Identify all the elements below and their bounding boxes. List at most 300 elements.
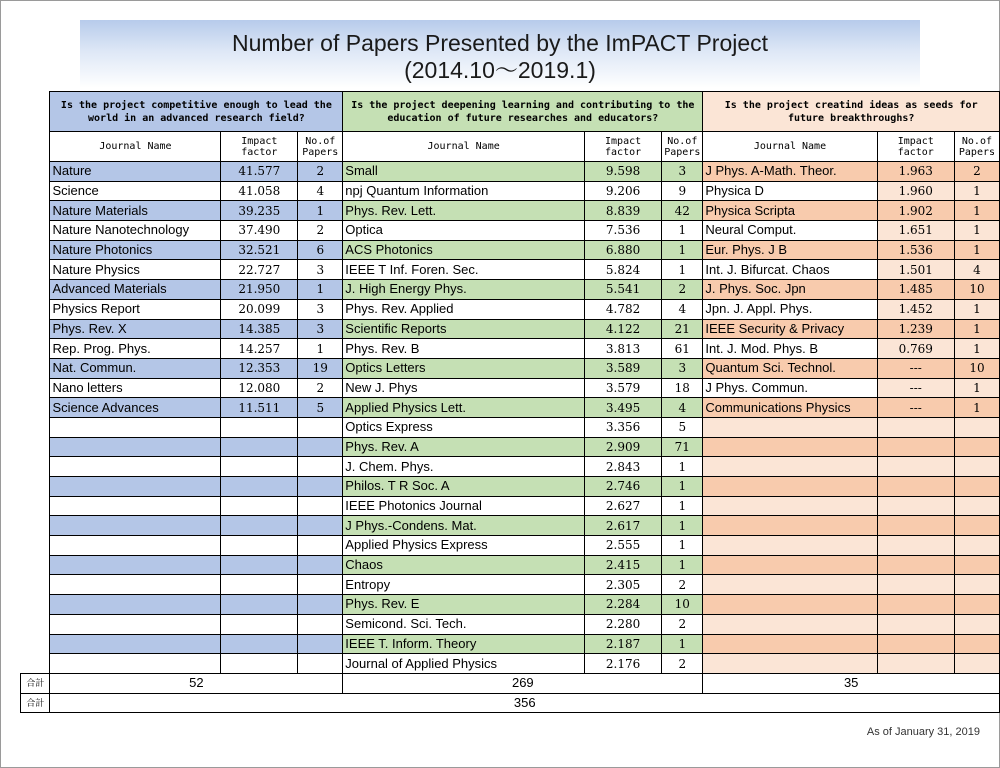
paper-count-cell [298, 634, 343, 654]
impact-factor-cell: 22.727 [221, 260, 298, 280]
impact-factor-cell: --- [877, 358, 954, 378]
header-no-of-papers: No.of Papers [662, 132, 703, 162]
impact-factor-cell: 2.415 [584, 555, 661, 575]
paper-count-cell: 2 [298, 221, 343, 241]
impact-factor-cell: 1.452 [877, 299, 954, 319]
journal-name-cell: Nano letters [50, 378, 221, 398]
journal-name-cell: Optics Express [343, 417, 585, 437]
journal-name-cell: Jpn. J. Appl. Phys. [703, 299, 877, 319]
impact-factor-cell: 4.122 [584, 319, 661, 339]
blank-margin [21, 339, 50, 359]
journal-name-cell: Semicond. Sci. Tech. [343, 614, 585, 634]
impact-factor-cell: 1.485 [877, 280, 954, 300]
journal-name-cell: Communications Physics [703, 398, 877, 418]
journal-name-cell: Int. J. Mod. Phys. B [703, 339, 877, 359]
table-row [21, 417, 1000, 437]
impact-factor-cell: 0.769 [877, 339, 954, 359]
question-3: Is the project creatind ideas as seeds for future breakthroughs? [703, 92, 1000, 132]
paper-count-cell [298, 575, 343, 595]
impact-factor-cell [221, 457, 298, 477]
impact-factor-cell: 2.617 [584, 516, 661, 536]
paper-count-cell [298, 595, 343, 615]
table-row [21, 358, 1000, 378]
paper-count-cell: 1 [662, 555, 703, 575]
journal-name-cell: Physica D [703, 181, 877, 201]
header-impact-factor: Impact factor [877, 132, 954, 162]
journal-name-cell [703, 457, 877, 477]
impact-factor-cell: 3.495 [584, 398, 661, 418]
journal-name-cell [50, 555, 221, 575]
journal-name-cell: Applied Physics Lett. [343, 398, 585, 418]
paper-count-cell: 1 [954, 319, 999, 339]
impact-factor-cell: 9.598 [584, 162, 661, 182]
blank-corner [21, 92, 50, 132]
paper-count-cell: 2 [662, 614, 703, 634]
impact-factor-cell: 2.176 [584, 654, 661, 674]
impact-factor-cell: 2.555 [584, 536, 661, 556]
paper-count-cell: 1 [954, 181, 999, 201]
table-row [21, 240, 1000, 260]
journal-name-cell: Quantum Sci. Technol. [703, 358, 877, 378]
paper-count-cell: 1 [662, 260, 703, 280]
impact-factor-cell [877, 536, 954, 556]
table-row [21, 516, 1000, 536]
group3-total: 35 [703, 673, 1000, 693]
impact-factor-cell [877, 417, 954, 437]
journal-name-cell [703, 634, 877, 654]
paper-count-cell: 1 [954, 240, 999, 260]
impact-factor-cell [877, 437, 954, 457]
paper-count-cell: 1 [954, 299, 999, 319]
header-no-of-papers: No.of Papers [298, 132, 343, 162]
journal-name-cell: Science Advances [50, 398, 221, 418]
journal-name-cell [703, 536, 877, 556]
table-row [21, 477, 1000, 497]
journal-name-cell: ACS Photonics [343, 240, 585, 260]
paper-count-cell: 3 [298, 319, 343, 339]
paper-count-cell: 1 [662, 496, 703, 516]
impact-factor-cell: 1.239 [877, 319, 954, 339]
journal-name-cell [50, 417, 221, 437]
impact-factor-cell [221, 496, 298, 516]
paper-count-cell [954, 555, 999, 575]
impact-factor-cell [877, 457, 954, 477]
table-row [21, 378, 1000, 398]
table-row [21, 299, 1000, 319]
impact-factor-cell [877, 477, 954, 497]
paper-count-cell: 1 [954, 378, 999, 398]
blank-margin [21, 496, 50, 516]
impact-factor-cell: 8.839 [584, 201, 661, 221]
blank-margin [21, 654, 50, 674]
table-row [21, 634, 1000, 654]
impact-factor-cell: 3.356 [584, 417, 661, 437]
impact-factor-cell: 11.511 [221, 398, 298, 418]
impact-factor-cell [221, 516, 298, 536]
paper-count-cell: 10 [662, 595, 703, 615]
journal-name-cell [50, 477, 221, 497]
paper-count-cell: 19 [298, 358, 343, 378]
impact-factor-cell: 4.782 [584, 299, 661, 319]
paper-count-cell: 2 [662, 575, 703, 595]
paper-count-cell: 2 [298, 162, 343, 182]
column-header-row [21, 132, 1000, 162]
impact-factor-cell: 1.501 [877, 260, 954, 280]
footnote: As of January 31, 2019 [866, 726, 980, 738]
journal-name-cell [50, 536, 221, 556]
paper-count-cell [298, 496, 343, 516]
journal-name-cell [703, 555, 877, 575]
impact-factor-cell: 2.187 [584, 634, 661, 654]
journal-name-cell: Phys. Rev. A [343, 437, 585, 457]
impact-factor-cell: 6.880 [584, 240, 661, 260]
journal-name-cell: Applied Physics Express [343, 536, 585, 556]
journal-name-cell [703, 477, 877, 497]
journal-name-cell [703, 496, 877, 516]
paper-count-cell: 2 [298, 378, 343, 398]
journal-name-cell: Scientific Reports [343, 319, 585, 339]
table-row [21, 280, 1000, 300]
paper-count-cell: 4 [662, 398, 703, 418]
paper-count-cell: 4 [954, 260, 999, 280]
blank-margin [21, 417, 50, 437]
paper-count-cell: 1 [662, 240, 703, 260]
journal-name-cell: Philos. T R Soc. A [343, 477, 585, 497]
journal-name-cell: Phys. Rev. E [343, 595, 585, 615]
paper-count-cell [954, 496, 999, 516]
impact-factor-cell [221, 595, 298, 615]
table-row [21, 575, 1000, 595]
paper-count-cell: 1 [662, 221, 703, 241]
blank-margin [21, 280, 50, 300]
journal-name-cell: Nat. Commun. [50, 358, 221, 378]
paper-count-cell [954, 536, 999, 556]
table-row [21, 339, 1000, 359]
journal-name-cell: J Phys. Commun. [703, 378, 877, 398]
journal-name-cell: Nature Nanotechnology [50, 221, 221, 241]
journal-name-cell: Small [343, 162, 585, 182]
journal-name-cell [703, 417, 877, 437]
impact-factor-cell: 7.536 [584, 221, 661, 241]
question-row [21, 92, 1000, 132]
blank-margin [21, 201, 50, 221]
paper-count-cell [298, 536, 343, 556]
journal-name-cell [50, 496, 221, 516]
paper-count-cell [298, 614, 343, 634]
journal-name-cell: J. Phys. Soc. Jpn [703, 280, 877, 300]
paper-count-cell [954, 477, 999, 497]
journal-name-cell [703, 516, 877, 536]
paper-count-cell: 3 [298, 260, 343, 280]
question-2: Is the project deepening learning and contributing to the education of future researches and educators? [343, 92, 703, 132]
impact-factor-cell [221, 654, 298, 674]
impact-factor-cell: 3.813 [584, 339, 661, 359]
impact-factor-cell [221, 477, 298, 497]
impact-factor-cell: 12.353 [221, 358, 298, 378]
impact-factor-cell: 12.080 [221, 378, 298, 398]
blank-margin [21, 398, 50, 418]
grand-total-label: 合計 [21, 693, 50, 713]
journal-name-cell: Int. J. Bifurcat. Chaos [703, 260, 877, 280]
blank-margin [21, 614, 50, 634]
paper-count-cell [954, 654, 999, 674]
paper-count-cell [954, 595, 999, 615]
table-row [21, 654, 1000, 674]
journal-name-cell: Optica [343, 221, 585, 241]
blank-margin [21, 162, 50, 182]
journal-name-cell: IEEE Photonics Journal [343, 496, 585, 516]
header-journal-name: Journal Name [50, 132, 221, 162]
header-no-of-papers: No.of Papers [954, 132, 999, 162]
impact-factor-cell [221, 417, 298, 437]
paper-count-cell [298, 417, 343, 437]
blank-margin [21, 516, 50, 536]
impact-factor-cell [877, 496, 954, 516]
header-journal-name: Journal Name [703, 132, 877, 162]
journal-name-cell: New J. Phys [343, 378, 585, 398]
title-line-2: (2014.10～2019.1) [404, 57, 596, 83]
journal-name-cell: Nature Photonics [50, 240, 221, 260]
impact-factor-cell [877, 555, 954, 575]
journal-name-cell: Phys. Rev. B [343, 339, 585, 359]
journal-name-cell: IEEE T. Inform. Theory [343, 634, 585, 654]
journal-name-cell: IEEE Security & Privacy [703, 319, 877, 339]
journal-name-cell: Physics Report [50, 299, 221, 319]
journal-name-cell [703, 654, 877, 674]
paper-count-cell [298, 437, 343, 457]
impact-factor-cell: --- [877, 378, 954, 398]
journal-name-cell: Rep. Prog. Phys. [50, 339, 221, 359]
impact-factor-cell: 32.521 [221, 240, 298, 260]
header-impact-factor: Impact factor [584, 132, 661, 162]
journal-name-cell [50, 575, 221, 595]
impact-factor-cell [221, 634, 298, 654]
journal-name-cell [50, 634, 221, 654]
paper-count-cell [954, 437, 999, 457]
table-row [21, 221, 1000, 241]
paper-count-cell: 1 [662, 477, 703, 497]
journal-name-cell [50, 614, 221, 634]
paper-count-cell: 4 [662, 299, 703, 319]
paper-count-cell: 1 [298, 339, 343, 359]
paper-count-cell: 2 [662, 654, 703, 674]
group2-total: 269 [343, 673, 703, 693]
paper-count-cell: 1 [662, 634, 703, 654]
table-row [21, 536, 1000, 556]
journal-name-cell: Phys. Rev. Lett. [343, 201, 585, 221]
journal-name-cell [703, 595, 877, 615]
totals-label: 合計 [21, 673, 50, 693]
impact-factor-cell: 14.257 [221, 339, 298, 359]
grand-total: 356 [50, 693, 1000, 713]
impact-factor-cell: 1.902 [877, 201, 954, 221]
impact-factor-cell: 1.960 [877, 181, 954, 201]
blank-margin [21, 378, 50, 398]
journal-name-cell [50, 516, 221, 536]
impact-factor-cell [221, 437, 298, 457]
table-row [21, 398, 1000, 418]
blank-margin [21, 221, 50, 241]
journal-name-cell: Journal of Applied Physics [343, 654, 585, 674]
journal-name-cell [50, 654, 221, 674]
paper-count-cell: 61 [662, 339, 703, 359]
table-row [21, 614, 1000, 634]
blank-margin [21, 536, 50, 556]
journal-name-cell: Advanced Materials [50, 280, 221, 300]
impact-factor-cell: 39.235 [221, 201, 298, 221]
paper-count-cell: 1 [662, 457, 703, 477]
impact-factor-cell: 14.385 [221, 319, 298, 339]
impact-factor-cell: 3.589 [584, 358, 661, 378]
impact-factor-cell [221, 536, 298, 556]
table-row [21, 457, 1000, 477]
page-title [80, 30, 920, 84]
journal-name-cell [50, 437, 221, 457]
journal-name-cell: Phys. Rev. X [50, 319, 221, 339]
impact-factor-cell: 37.490 [221, 221, 298, 241]
impact-factor-cell: --- [877, 398, 954, 418]
paper-count-cell: 10 [954, 280, 999, 300]
paper-count-cell [954, 614, 999, 634]
paper-count-cell [298, 457, 343, 477]
journal-name-cell: J. High Energy Phys. [343, 280, 585, 300]
blank-margin [21, 575, 50, 595]
papers-table [20, 91, 1000, 713]
table-row [21, 496, 1000, 516]
blank-corner [21, 132, 50, 162]
impact-factor-cell: 3.579 [584, 378, 661, 398]
question-1: Is the project competitive enough to lead the world in an advanced research field? [50, 92, 343, 132]
table-body [21, 92, 1000, 713]
paper-count-cell: 18 [662, 378, 703, 398]
paper-count-cell [954, 457, 999, 477]
impact-factor-cell: 1.651 [877, 221, 954, 241]
blank-margin [21, 634, 50, 654]
impact-factor-cell [877, 614, 954, 634]
journal-name-cell: Optics Letters [343, 358, 585, 378]
table-row [21, 162, 1000, 182]
paper-count-cell: 5 [662, 417, 703, 437]
impact-factor-cell: 20.099 [221, 299, 298, 319]
impact-factor-cell [877, 516, 954, 536]
paper-count-cell: 9 [662, 181, 703, 201]
paper-count-cell: 1 [954, 339, 999, 359]
paper-count-cell: 6 [298, 240, 343, 260]
journal-name-cell: Nature Materials [50, 201, 221, 221]
table-row [21, 319, 1000, 339]
journal-name-cell [50, 457, 221, 477]
table-row [21, 555, 1000, 575]
impact-factor-cell: 1.536 [877, 240, 954, 260]
paper-count-cell [954, 634, 999, 654]
journal-name-cell [703, 614, 877, 634]
paper-count-cell [954, 417, 999, 437]
journal-name-cell: J. Chem. Phys. [343, 457, 585, 477]
impact-factor-cell: 41.058 [221, 181, 298, 201]
journal-name-cell [703, 575, 877, 595]
blank-margin [21, 260, 50, 280]
paper-count-cell [298, 477, 343, 497]
impact-factor-cell: 2.627 [584, 496, 661, 516]
impact-factor-cell [877, 595, 954, 615]
impact-factor-cell [877, 654, 954, 674]
paper-count-cell [298, 555, 343, 575]
blank-margin [21, 555, 50, 575]
impact-factor-cell: 1.963 [877, 162, 954, 182]
blank-margin [21, 477, 50, 497]
paper-count-cell [954, 575, 999, 595]
journal-name-cell [50, 595, 221, 615]
paper-count-cell: 3 [298, 299, 343, 319]
paper-count-cell: 1 [954, 398, 999, 418]
blank-margin [21, 595, 50, 615]
impact-factor-cell: 2.746 [584, 477, 661, 497]
paper-count-cell: 71 [662, 437, 703, 457]
table-row [21, 260, 1000, 280]
impact-factor-cell [221, 614, 298, 634]
impact-factor-cell: 2.305 [584, 575, 661, 595]
impact-factor-cell [221, 575, 298, 595]
totals-row [21, 673, 1000, 693]
journal-name-cell: Entropy [343, 575, 585, 595]
paper-count-cell: 1 [298, 201, 343, 221]
blank-margin [21, 437, 50, 457]
blank-margin [21, 240, 50, 260]
header-impact-factor: Impact factor [221, 132, 298, 162]
paper-count-cell: 5 [298, 398, 343, 418]
paper-count-cell: 2 [954, 162, 999, 182]
impact-factor-cell [877, 575, 954, 595]
journal-name-cell: Nature [50, 162, 221, 182]
journal-name-cell: Chaos [343, 555, 585, 575]
paper-count-cell: 1 [954, 201, 999, 221]
journal-name-cell [703, 437, 877, 457]
journal-name-cell: Science [50, 181, 221, 201]
journal-name-cell: IEEE T Inf. Foren. Sec. [343, 260, 585, 280]
table-row [21, 181, 1000, 201]
journal-name-cell: Nature Physics [50, 260, 221, 280]
paper-count-cell: 1 [662, 536, 703, 556]
impact-factor-cell: 2.843 [584, 457, 661, 477]
paper-count-cell: 3 [662, 358, 703, 378]
paper-count-cell: 2 [662, 280, 703, 300]
paper-count-cell [298, 516, 343, 536]
paper-count-cell: 3 [662, 162, 703, 182]
impact-factor-cell: 2.284 [584, 595, 661, 615]
title-line-1: Number of Papers Presented by the ImPACT Project [231, 30, 769, 56]
table-row [21, 437, 1000, 457]
impact-factor-cell: 21.950 [221, 280, 298, 300]
paper-count-cell: 1 [298, 280, 343, 300]
journal-name-cell: Phys. Rev. Applied [343, 299, 585, 319]
impact-factor-cell: 41.577 [221, 162, 298, 182]
impact-factor-cell: 2.909 [584, 437, 661, 457]
paper-count-cell: 1 [954, 221, 999, 241]
blank-margin [21, 319, 50, 339]
impact-factor-cell: 5.824 [584, 260, 661, 280]
paper-count-cell [298, 654, 343, 674]
impact-factor-cell [877, 634, 954, 654]
impact-factor-cell: 5.541 [584, 280, 661, 300]
blank-margin [21, 358, 50, 378]
paper-count-cell: 4 [298, 181, 343, 201]
blank-margin [21, 299, 50, 319]
table-row [21, 595, 1000, 615]
impact-factor-cell: 2.280 [584, 614, 661, 634]
journal-name-cell: Physica Scripta [703, 201, 877, 221]
paper-count-cell: 42 [662, 201, 703, 221]
blank-margin [21, 457, 50, 477]
